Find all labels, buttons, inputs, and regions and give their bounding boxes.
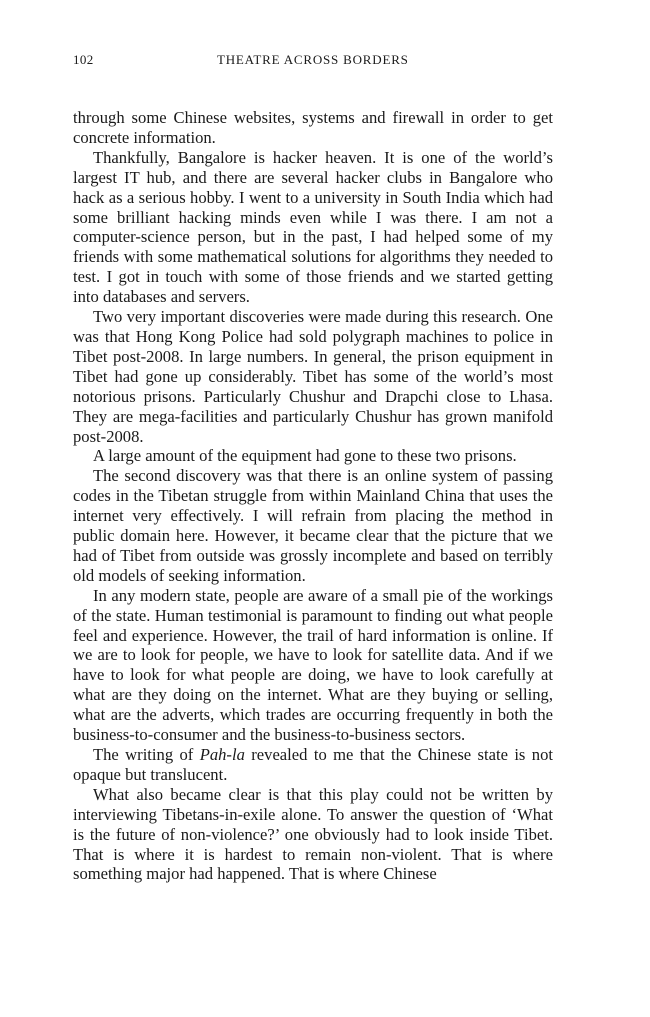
paragraph-discoveries: Two very important discoveries were made during this research. One was that Hong Kong Police had sold polygraph machines to police in Tibet post-2008. In large numbers. In general, the prison equipment in Tibet had gone up considerably. Tibet has some of the world’s most notorious prisons. Particularly Chushur and Drapchi close to Lhasa. They are mega-facilities and particularly Chushur has grown manifold post-2008. xyxy=(73,307,553,446)
paragraph-pahla xyxy=(73,745,553,785)
running-head xyxy=(73,52,553,72)
paragraph-non-violence: What also became clear is that this play could not be written by interviewing Tibetans-in-exile alone. To answer the question of ‘What is the future of non-violence?’ one obviously had to look inside Tibet. That is where it is hardest to remain non-violent. That is where something major had happened. That is where Chinese xyxy=(73,784,553,884)
body-text xyxy=(73,108,553,884)
paragraph-modern-state: In any modern state, people are aware of a small pie of the workings of the state. Human testimonial is paramount to finding out what people feel and experience. However, the trail of hard information is online. If we are to look for people, we have to look for satellite data. And if we have to look for what people are doing, we have to look carefully at what are they doing on the internet. What are they buying or selling, what are the adverts, which trades are occurring frequently in both the business-to-consumer and the business-to-business sectors. xyxy=(73,585,553,745)
paragraph-continuation: through some Chinese websites, systems and firewall in order to get concrete information. xyxy=(73,108,553,147)
pahla-text-after: revealed to me that the Chinese state is not opaque but translucent. xyxy=(73,745,553,784)
paragraph-bangalore: Thankfully, Bangalore is hacker heaven. It is one of the world’s largest IT hub, and there are several hacker clubs in Bangalore who hack as a serious hobby. I went to a university in South India which had some brilliant hacking minds even while I was there. I am not a computer-science person, but in the past, I had helped some of my friends with some mathematical solutions for algorithms they needed to test. I got in touch with some of those friends and we started getting into databases and servers. xyxy=(73,147,553,307)
paragraph-second-discovery: The second discovery was that there is an online system of passing codes in the Tibetan struggle from within Mainland China that uses the internet very effectively. I will refrain from placing the method in public domain here. However, it became clear that the picture that we had of Tibet from outside was grossly incomplete and based on terribly old models of seeking information. xyxy=(73,466,553,585)
running-head-title: THEATRE ACROSS BORDERS xyxy=(217,52,409,67)
page-number: 102 xyxy=(73,52,94,67)
paragraph-equipment: A large amount of the equipment had gone to these two prisons. xyxy=(93,446,517,466)
play-title-pahla: Pah-la xyxy=(199,745,245,764)
pahla-text-before: The writing of xyxy=(93,745,200,764)
